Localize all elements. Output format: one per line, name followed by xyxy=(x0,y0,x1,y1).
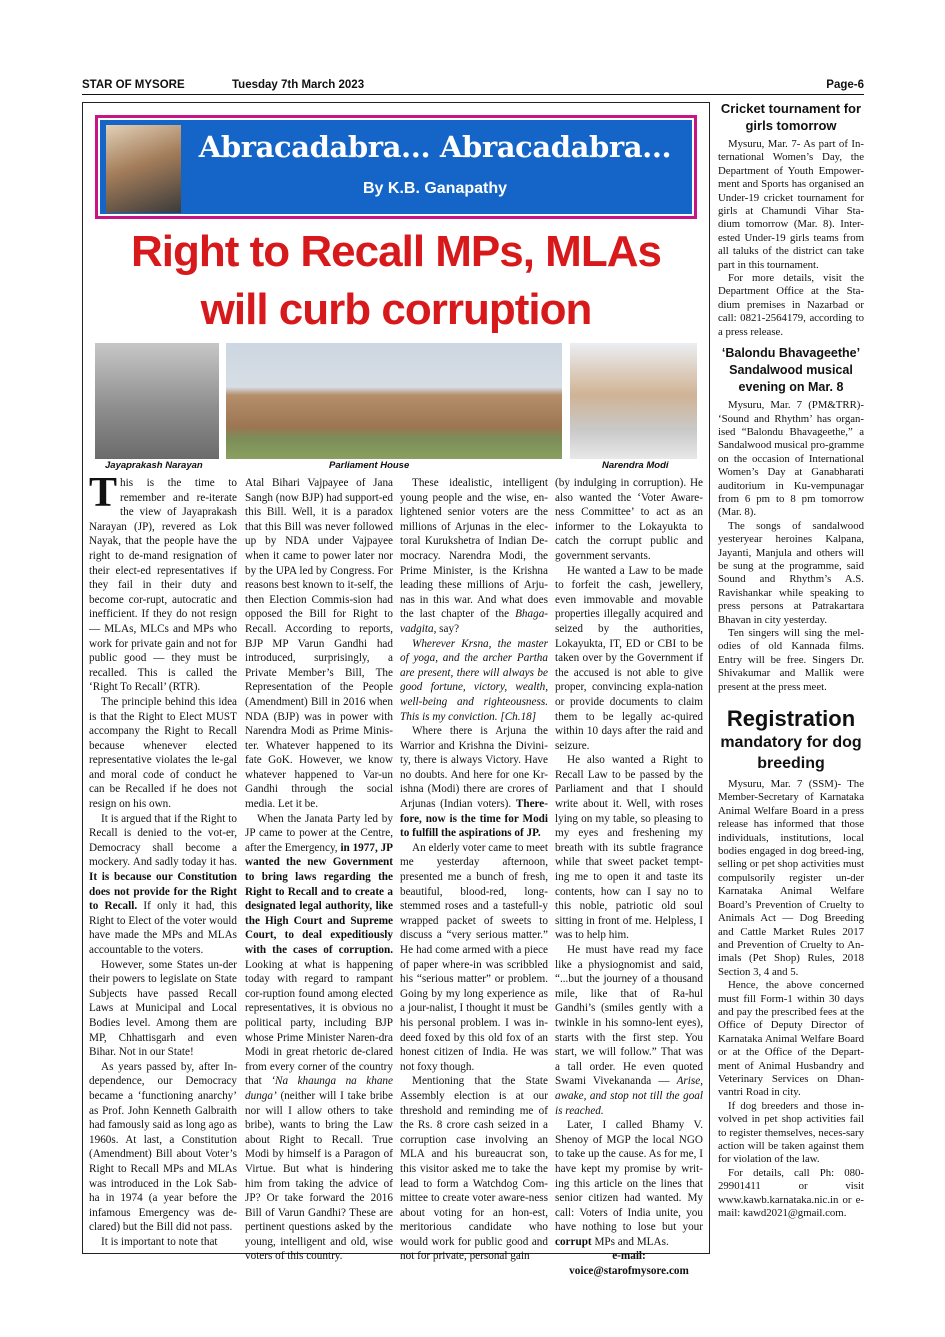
story-paragraph: Hence, the above concerned must fill Form-1 within 30 days and pay the prescribed fees at the Office of Deputy Director of Karnataka Animal Welfare Board or at the Office of the Depart-ment of Animal Husbandry and Veterinary Services on Dhan-vantri Road in city. xyxy=(718,979,864,1099)
article-paragraph: Later, I called Bhamy V. Shenoy of MGP the local NGO to take up the cause. As for me, I have kept my promise by writ-ing this article on the lines that senior citizen had wanted. My call: Voters of India unite, you have nothing to lose but your corrupt MPs and MLAs. xyxy=(555,1119,703,1248)
author-photo xyxy=(106,125,181,213)
sidebar-news xyxy=(718,100,864,1220)
story-heading-registration: Registration xyxy=(726,706,856,732)
story-paragraph: If dog breeders and those in-volved in pet shop activities fail to register themselves, neces-sary action will be taken against them for violation of the law. xyxy=(718,1099,864,1166)
article-paragraph: He must have read my face like a physiognomist and said, “...but the journey of a thousand mile, like that of Ra-hul Gandhi’s (smiles gently with a twinkle in his somno-lent eyes), starts with the first step. You start, we will follow.” That was a tall order. He even quoted Swami Vivekananda — Arise, awake, and stop not till the goal is reached. xyxy=(555,944,703,1117)
article-paragraph: When the Janata Party led by JP came to power at the Centre, after the Emergency, in 1977, JP wanted the new Government to bring laws regarding the Right to Recall and to create a designated legal authority, like the High Court and Supreme Court, to deal expeditiously with the cases of corruption. Looking at what is happening today with regard to rampant cor-ruption found among elected representatives, it is obvious no political party, including BJP whose Prime Minister Naren-dra Modi in great rhetoric de-clared from every corner of the country that ‘Na khaunga na khane dunga’ (neither will I take bribe nor will I allow others to take bribe), wants to bring the Law about Right to Recall. True Modi by himself is a Paragon of Virtue. But what is hindering him from taking the advice of JP? Or take forward the 2016 Bill of Varun Gandhi? These are pertinent questions asked by the young, intelligent and old, wise voters of this country. xyxy=(245,812,394,1263)
article-paragraph: As years passed by, after In-dependence, our Democracy became a ‘functioning anarchy’ as Prof. John Kenneth Galbraith had famously said as long ago as 1960s. At last, a Constitution (Amendment) Bill about Voter’s Right to Recall MPs and MLAs was introduced in the Lok Sab-ha in 1974 (a year before the infamous Emergency was de-clared) but the Bill did not pass. xyxy=(89,1060,237,1234)
column-banner xyxy=(95,115,697,219)
story-heading-cricket: Cricket tournament for girls tomorrow xyxy=(720,101,862,133)
headline-line-1: Right to Recall MPs, MLAs xyxy=(131,227,661,276)
story-paragraph: Mysuru, Mar. 7- As part of In-ternational Women’s Day, the Department of Youth Empower-ment and Sports has organised an Under-19 cricket tournament for girls at Chamundi Vihar Sta-dium tomorrow (Mar. 8). Inter-ested Under-19 girls teams from all taluks of the district can take part in this tournament. xyxy=(718,138,864,271)
narendra-modi-photo xyxy=(570,343,697,459)
story-paragraph: For details, call Ph: 080-29901411 or visit www.kawb.karnataka.nic.in or e-mail: kawd2021@gmail.com. xyxy=(718,1166,864,1220)
issue-date: Tuesday 7th March 2023 xyxy=(232,79,365,91)
story-paragraph: Mysuru, Mar. 7 (SSM)- The Member-Secretary of Karnataka Animal Welfare Board in a press release has informed that those individuals, institutions, local bodies engaged in dog breed-ing, selling or pet shop activities must compulsorily register un-der Karnataka Animal Welfare Board’s Prevention of Cruelty to Animals Act — Dog Breeding and Cattle Market Rules 2017 and Prevention of Cruelty to An-imals (Pet Shop) Rules, 2018 Section 3, 4 and 5. xyxy=(718,778,864,978)
story-heading-musical: ‘Balondu Bhavageethe’ Sandalwood musical evening on Mar. 8 xyxy=(721,346,861,395)
article-column-4 xyxy=(555,476,703,1279)
article-paragraph: These idealistic, intelligent young people and the wise, en-lightened senior voters are the millions of Arjunas in the elec-toral Kurukshetra of Indian De-mocracy. Narendra Modi, the Prime Minister, is the Krishna leading these millions of Arju-nas in this war. And what does the last chapter of the Bhaga-vadgita, say? xyxy=(400,477,549,635)
email-label: e-mail: xyxy=(612,1250,646,1263)
story-paragraph: Ten singers will sing the mel-odies of old Kannada films. Entry will be free. Singers Dr. Shivakumar and Mallik were present at the press meet. xyxy=(718,627,864,693)
article-paragraph: Where there is Arjuna the Warrior and Krishna the Divini-ty, there is always Victory. Have no doubts. And here for one Kr-ishna (Modi) there are crores of Arjunas (Indian voters). There-fore, now is the time for Modi to fulfill the aspirations of JP. xyxy=(400,725,548,840)
story-paragraph: The songs of sandalwood yesteryear heroines Kalpana, Jayanti, Manjula and others will be sung at the programme, said Sound and Rhythm’s A.S. Ravishankar while speaking to press persons at Patrakartara Bhavan in city yesterday. xyxy=(718,519,864,626)
article-paragraph: It is argued that if the Right to Recall is denied to the vot-er, Democracy shall become a mockery. And sadly today it has. It is because our Constitution does not provide for the Right to Recall. If only it had, this Right to Elect of the voter would have made the MPs and MLAs accountable to the voters. xyxy=(89,812,238,956)
jayaprakash-narayan-photo xyxy=(95,343,219,459)
page-number: Page-6 xyxy=(826,79,864,91)
story-subheading-dog-breeding: mandatory for dog breeding xyxy=(720,734,862,773)
story-paragraph: For more details, visit the Department Office at the Sta-dium premises in Nazarbad or call: 0821-2564179, according to a press release. xyxy=(718,272,864,338)
article-column-2 xyxy=(245,476,393,1264)
article-paragraph: He wanted a Law to be made to forfeit the cash, jewellery, even immovable and movable properties illegally acquired and seized by the authorities, Lokayukta, IT, ED or CBI to be taken over by the Government if the accused is not able to give proper, convincing expla-nation or provide documents to claim them to be legally ac-quired within 10 days after the raid and seizure. xyxy=(555,564,703,752)
article-paragraph: An elderly voter came to meet me yesterday afternoon, presented me a bunch of fresh, beautiful, blood-red, long-stemmed roses and a tastefull-y wrapped packet of sweets to discuss a “very serious matter.” He had come armed with a piece of paper where-in was scribbled his “serious matter” or problem. Going by my long experience as a jour-nalist, I thought it must be his personal problem. I was in-deed foxed by this old fox of an honest citizen of India. He was not foxy though. xyxy=(400,841,548,1073)
article-paragraph: The principle behind this idea is that the Right to Elect MUST accompany the Right to Recall because whenever elected representative violates the le-gal and moral code of conduct he can be Recalled if he does not resign on his own. xyxy=(89,695,237,811)
byline: By K.B. Ganapathy xyxy=(362,180,508,197)
article-paragraph: Mentioning that the State Assembly election is at our threshold and reminding me of the Rs. 8 crore cash seized in a corruption case involving an MLA and his bureaucrat son, this visitor asked me to take the lead to form a Watchdog Com-mittee to create voter aware-ness about voting for an hon-est, meritorious candidate who would work for public good and not for private, personal gain xyxy=(400,1075,548,1263)
main-article-box xyxy=(82,102,710,1278)
article-column-1 xyxy=(89,470,238,1249)
photo-caption: Parliament House xyxy=(329,460,410,471)
masthead xyxy=(82,78,864,95)
article-paragraph: This is the time to remember and re-iterate the view of Jayaprakash Narayan (JP), revered as Lok Nayak, that the people have the right to de-mand resignation of their elect-ed representatives if they fail in their duty and become cor-rupt, autocratic and inefficient. If they do not resign — MLAs, MLCs and MPs who work for private gain and not for public good — they must be recalled. This is called the ‘Right To Recall’ (RTR). xyxy=(89,470,237,694)
parliament-house-photo xyxy=(226,343,562,459)
headline-line-2: will curb corruption xyxy=(200,285,592,334)
photo-caption: Narendra Modi xyxy=(602,460,669,471)
article-paragraph: However, some States un-der their powers to legislate on State Subjects have passed Recall Laws at Municipal and Local Bodies level. Among them are MP, Chhattisgarh and even Bihar. Not in our State! xyxy=(89,958,237,1059)
article-paragraph: (by indulging in corruption). He also wanted the ‘Voter Aware-ness Committee’ to act as an informer to the Lokayukta to catch the corrupt public and government servants. xyxy=(555,477,703,562)
author-email-link[interactable]: voice@starofmysore.com xyxy=(569,1265,689,1278)
column-title: Abracadabra... Abracadabra... xyxy=(198,130,672,164)
article-paragraph: Atal Bihari Vajpayee of Jana Sangh (now BJP) had support-ed this Bill. Well, it is a paradox that this Bill was never followed up by NDA under Vajpayee when it came to power later nor by the UPA led by Congress. For reasons best known to it-self, the then Election Commis-sion had opposed the Bill for Right to Recall. According to reports, BJP MP Varun Gandhi had introduced, surprisingly, a Private Member’s Bill, The Representation of the People (Amendment) Bill in 2016 when NDA (BJP) was in power with Narendra Modi as Prime Minis-ter. Whatever happened to its fate GoK. However, we know whatever happened to Var-un Gandhi through the social media. Let it be. xyxy=(245,477,393,811)
story-paragraph: Mysuru, Mar. 7 (PM&TRR)- ‘Sound and Rhythm’ has organ-ised “Balondu Bhavageethe,” a Sandalwood musical pro-gramme on the occasion of International Women’s Day at Ganabharati auditorium in Ku-vempunagar from 6 pm to 8 pm tomorrow (Mar. 8). xyxy=(718,399,864,519)
gita-quote: Wherever Krsna, the master of yoga, and the archer Partha are present, there will always be good fortune, victory, wealth, well-being and righteousness. This is my conviction. [Ch.18] xyxy=(400,637,548,723)
newspaper-name: STAR OF MYSORE xyxy=(82,79,185,91)
photo-caption: Jayaprakash Narayan xyxy=(105,460,203,471)
article-paragraph: He also wanted a Right to Recall Law to be passed by the Parliament and that I should write about it. Well, with roses lying on my table, so pleasing to my eyes and freshening my breath with its subtle fragrance while that sweet packet tempt-ing me to open it and taste its contents, how can I say no to this noble, patriotic old soul sitting in front of me. Helpless, I was to help him. xyxy=(555,754,703,942)
article-paragraph: It is important to note that xyxy=(101,1235,218,1248)
article-column-3 xyxy=(400,476,548,1264)
drop-cap: T xyxy=(89,470,118,516)
